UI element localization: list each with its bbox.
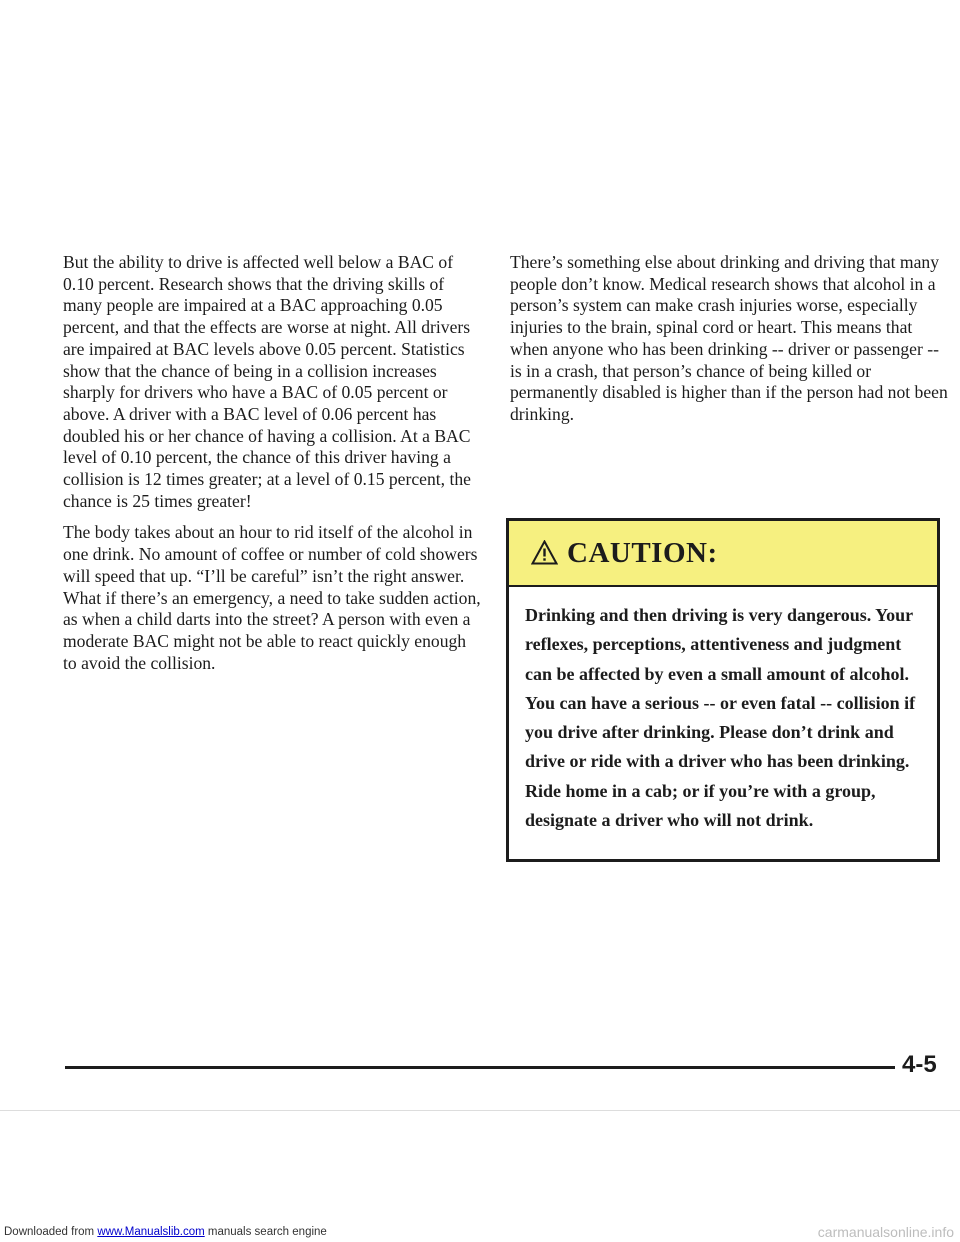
divider: [0, 1110, 960, 1111]
manualslib-link[interactable]: www.Manualslib.com: [97, 1226, 205, 1238]
right-column: [510, 252, 950, 436]
caution-title: CAUTION:: [567, 537, 718, 569]
warning-triangle-icon: [531, 540, 558, 565]
download-banner: [4, 1226, 327, 1238]
footer-rule: [65, 1066, 895, 1069]
page-number: 4-5: [902, 1051, 937, 1078]
body-paragraph: The body takes about an hour to rid itself of the alcohol in one drink. No amount of coffee or number of cold showers will speed that up. “I’ll be careful” isn’t the right answer. What if there’s an emergency, a need to take sudden action, as when a child darts into the street? A person with even a moderate BAC might not be able to react quickly enough to avoid the collision.: [63, 522, 481, 673]
body-paragraph: There’s something else about drinking and driving that many people don’t know. Medical research shows that alcohol in a person’s system can make crash injuries worse, especially injuries to the brain, spinal cord or heart. This means that when anyone who has been drinking -- driver or passenger -- is in a crash, that person’s chance of being killed or permanently disabled is higher than if the person had not been drinking.: [510, 252, 948, 424]
body-paragraph: But the ability to drive is affected well below a BAC of 0.10 percent. Research shows that the driving skills of many people are impaired at a BAC approaching 0.05 percent, and that the effects are worse at night. All drivers are impaired at BAC levels above 0.05 percent. Statistics show that the chance of being in a collision increases sharply for drivers who have a BAC of 0.05 percent or above. A driver with a BAC level of 0.06 percent has doubled his or her chance of having a collision. At a BAC level of 0.10 percent, the chance of this driver having a collision is 12 times greater; at a level of 0.15 percent, the chance is 25 times greater!: [63, 252, 471, 511]
caution-header: [509, 521, 937, 587]
watermark: carmanualsonline.info: [817, 1224, 954, 1240]
caution-box: [506, 518, 940, 862]
banner-suffix: manuals search engine: [204, 1226, 327, 1238]
caution-text: Drinking and then driving is very dangerous. Your reflexes, perceptions, attentiveness and judgment can be affected by even a small amount of alcohol. You can have a serious -- or even fatal -- collision if you drive after drinking. Please don’t drink and drive or ride with a driver who has been drinking. Ride home in a cab; or if you’re with a group, designate a driver who will not drink.: [525, 605, 916, 831]
banner-prefix: Downloaded from: [4, 1226, 98, 1238]
left-column: [63, 252, 483, 684]
